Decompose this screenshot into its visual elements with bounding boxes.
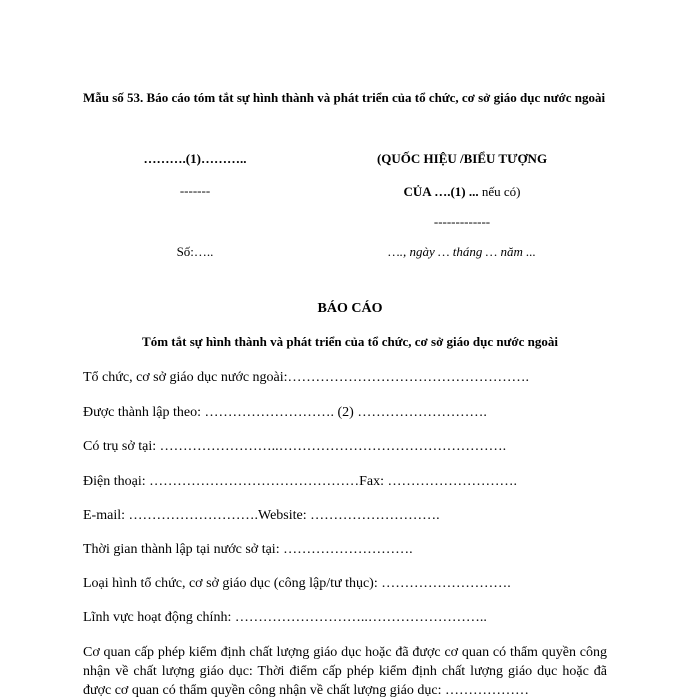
document-number-label: Số:….. — [176, 244, 214, 259]
emblem-line-2 — [404, 183, 521, 200]
org-divider: ------- — [179, 183, 211, 198]
form-title: Mẫu số 53. Báo cáo tóm tắt sự hình thành và phát triển của tổ chức, cơ sở giáo dục nước ngoài — [83, 90, 606, 105]
accreditation-paragraph: Cơ quan cấp phép kiểm định chất lượng giáo dục hoặc đã được cơ quan có thẩm quyền công nhận về chất lượng giáo dục: Thời điểm cấp phép kiểm định chất lượng giáo dục hoặc đã được cơ quan có thẩm quyền công nhận về chất lượng giáo dục: ……………… — [83, 645, 607, 698]
report-subheading: Tóm tắt sự hình thành và phát triển của tổ chức, cơ sở giáo dục nước ngoài — [142, 334, 558, 349]
emblem-line-1: (QUỐC HIỆU /BIỂU TƯỢNG — [376, 151, 548, 166]
date-line: …., ngày … tháng … năm ... — [388, 244, 536, 259]
field-org-type: Loại hình tổ chức, cơ sở giáo dục (công lập/tư thục): ………………………. — [83, 576, 511, 591]
emblem-divider: ------------- — [433, 214, 491, 229]
field-founding-time: Thời gian thành lập tại nước sở tại: ………………………. — [83, 542, 413, 557]
field-main-activity: Lĩnh vực hoạt động chính: ………………………..…………………….. — [83, 610, 487, 625]
report-heading: BÁO CÁO — [317, 301, 383, 316]
field-established-by: Được thành lập theo: ………………………. (2) ………………………. — [83, 405, 487, 420]
field-phone-fax: Điện thoại: ………………………………………Fax: ………………………. — [83, 474, 517, 489]
org-placeholder: ……….(1)……….. — [143, 151, 247, 166]
field-email-website: E-mail: ……………………….Website: ………………………. — [83, 508, 440, 523]
field-headquarters: Có trụ sở tại: ……………………..…………………………………………. — [83, 439, 507, 454]
field-org-name: Tổ chức, cơ sở giáo dục nước ngoài:……………………………………………. — [83, 370, 530, 385]
emblem-line-2-bold: CỦA ….(1) ... — [403, 184, 479, 199]
emblem-line-2-rest: nếu có) — [478, 184, 521, 199]
